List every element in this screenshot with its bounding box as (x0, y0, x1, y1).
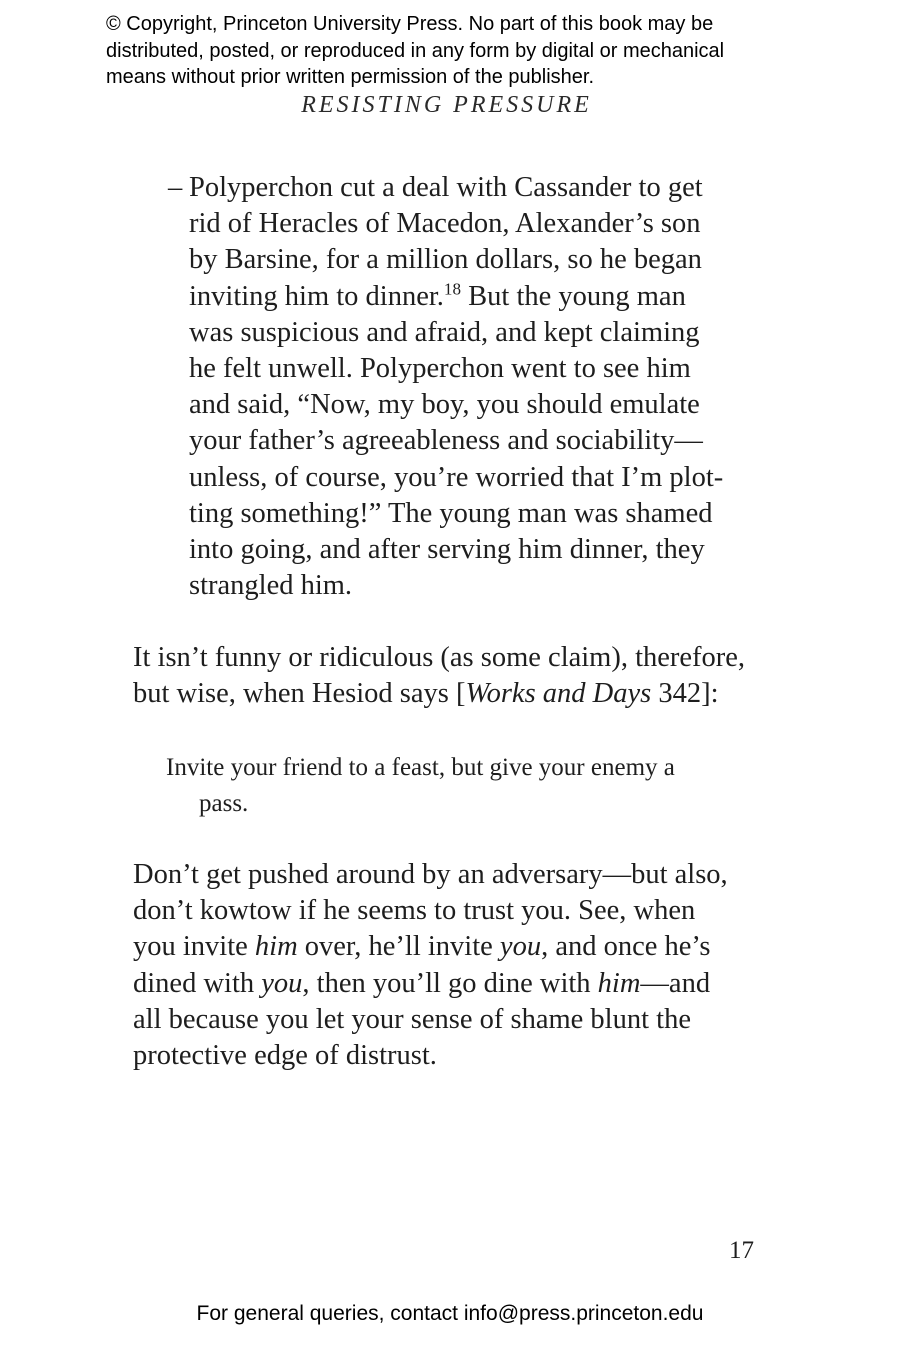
bullet-dash: – (168, 172, 183, 203)
footnote-ref[interactable]: 18 (443, 279, 462, 299)
text-line: unless, of course, you’re worried that I’m plot- (189, 461, 724, 493)
running-head: RESISTING PRESSURE (301, 92, 592, 118)
text-fragment: —and (640, 967, 711, 999)
emphasis: him (254, 931, 298, 963)
text-fragment: , then you’ll go dine with (302, 967, 598, 999)
emphasis: you (499, 931, 542, 963)
text-line (133, 676, 773, 712)
text-fragment: you invite (133, 931, 255, 963)
copyright-line: © Copyright, Princeton University Press. No part of this book may be (106, 13, 714, 35)
text-line: was suspicious and afraid, and kept claiming (189, 316, 700, 348)
paragraph-hesiod (133, 640, 773, 712)
text-line: It isn’t funny or ridiculous (as some claim), therefore, (133, 642, 746, 673)
paragraph-advice (133, 857, 773, 1074)
text-line: strangled him. (189, 570, 353, 602)
text-line: into going, and after serving him dinner, they (189, 534, 705, 566)
bullet-text (189, 170, 768, 604)
text-line: don’t kowtow if he seems to trust you. See, when (133, 895, 696, 927)
text-line: by Barsine, for a million dollars, so he began (189, 244, 702, 276)
page-number: 17 (729, 1237, 754, 1264)
copyright-line: distributed, posted, or reproduced in any form by digital or mechanical (106, 39, 725, 62)
work-title: Works and Days (465, 678, 652, 710)
text-line: your father’s agreeableness and sociability— (189, 425, 703, 457)
text-line (133, 929, 773, 965)
copyright-notice (106, 11, 846, 91)
text-line: he felt unwell. Polyperchon went to see him (189, 353, 691, 385)
text-line: Don’t get pushed around by an adversary—but also, (133, 859, 728, 890)
quote-line: Invite your friend to a feast, but give your enemy a (166, 754, 675, 781)
text-line: rid of Heracles of Macedon, Alexander’s son (189, 208, 701, 240)
text-line (189, 279, 768, 315)
text-line: and said, “Now, my boy, you should emulate (189, 389, 700, 421)
text-fragment: dined with (133, 967, 262, 999)
text-line (133, 966, 773, 1002)
text-fragment: inviting him to dinner. (189, 280, 444, 312)
emphasis: you (261, 967, 303, 999)
quote-line: pass. (199, 790, 249, 817)
text-line: Polyperchon cut a deal with Cassander to get (189, 172, 703, 203)
text-line: all because you let your sense of shame blunt the (133, 1003, 691, 1035)
bullet-paragraph (168, 170, 768, 604)
text-fragment: but wise, when Hesiod says [ (133, 678, 466, 710)
footer-contact: For general queries, contact info@press.princeton.edu (196, 1302, 704, 1325)
text-fragment: over, he’ll invite (297, 931, 500, 963)
text-fragment: But the young man (461, 280, 686, 312)
emphasis: him (597, 967, 641, 999)
verse-quote (166, 750, 786, 822)
text-line: protective edge of distrust. (133, 1040, 437, 1072)
copyright-line: means without prior written permission of the publisher. (106, 66, 595, 88)
text-fragment: , and once he’s (541, 931, 711, 963)
text-line: ting something!” The young man was shamed (189, 497, 713, 529)
text-fragment: 342]: (651, 678, 719, 710)
